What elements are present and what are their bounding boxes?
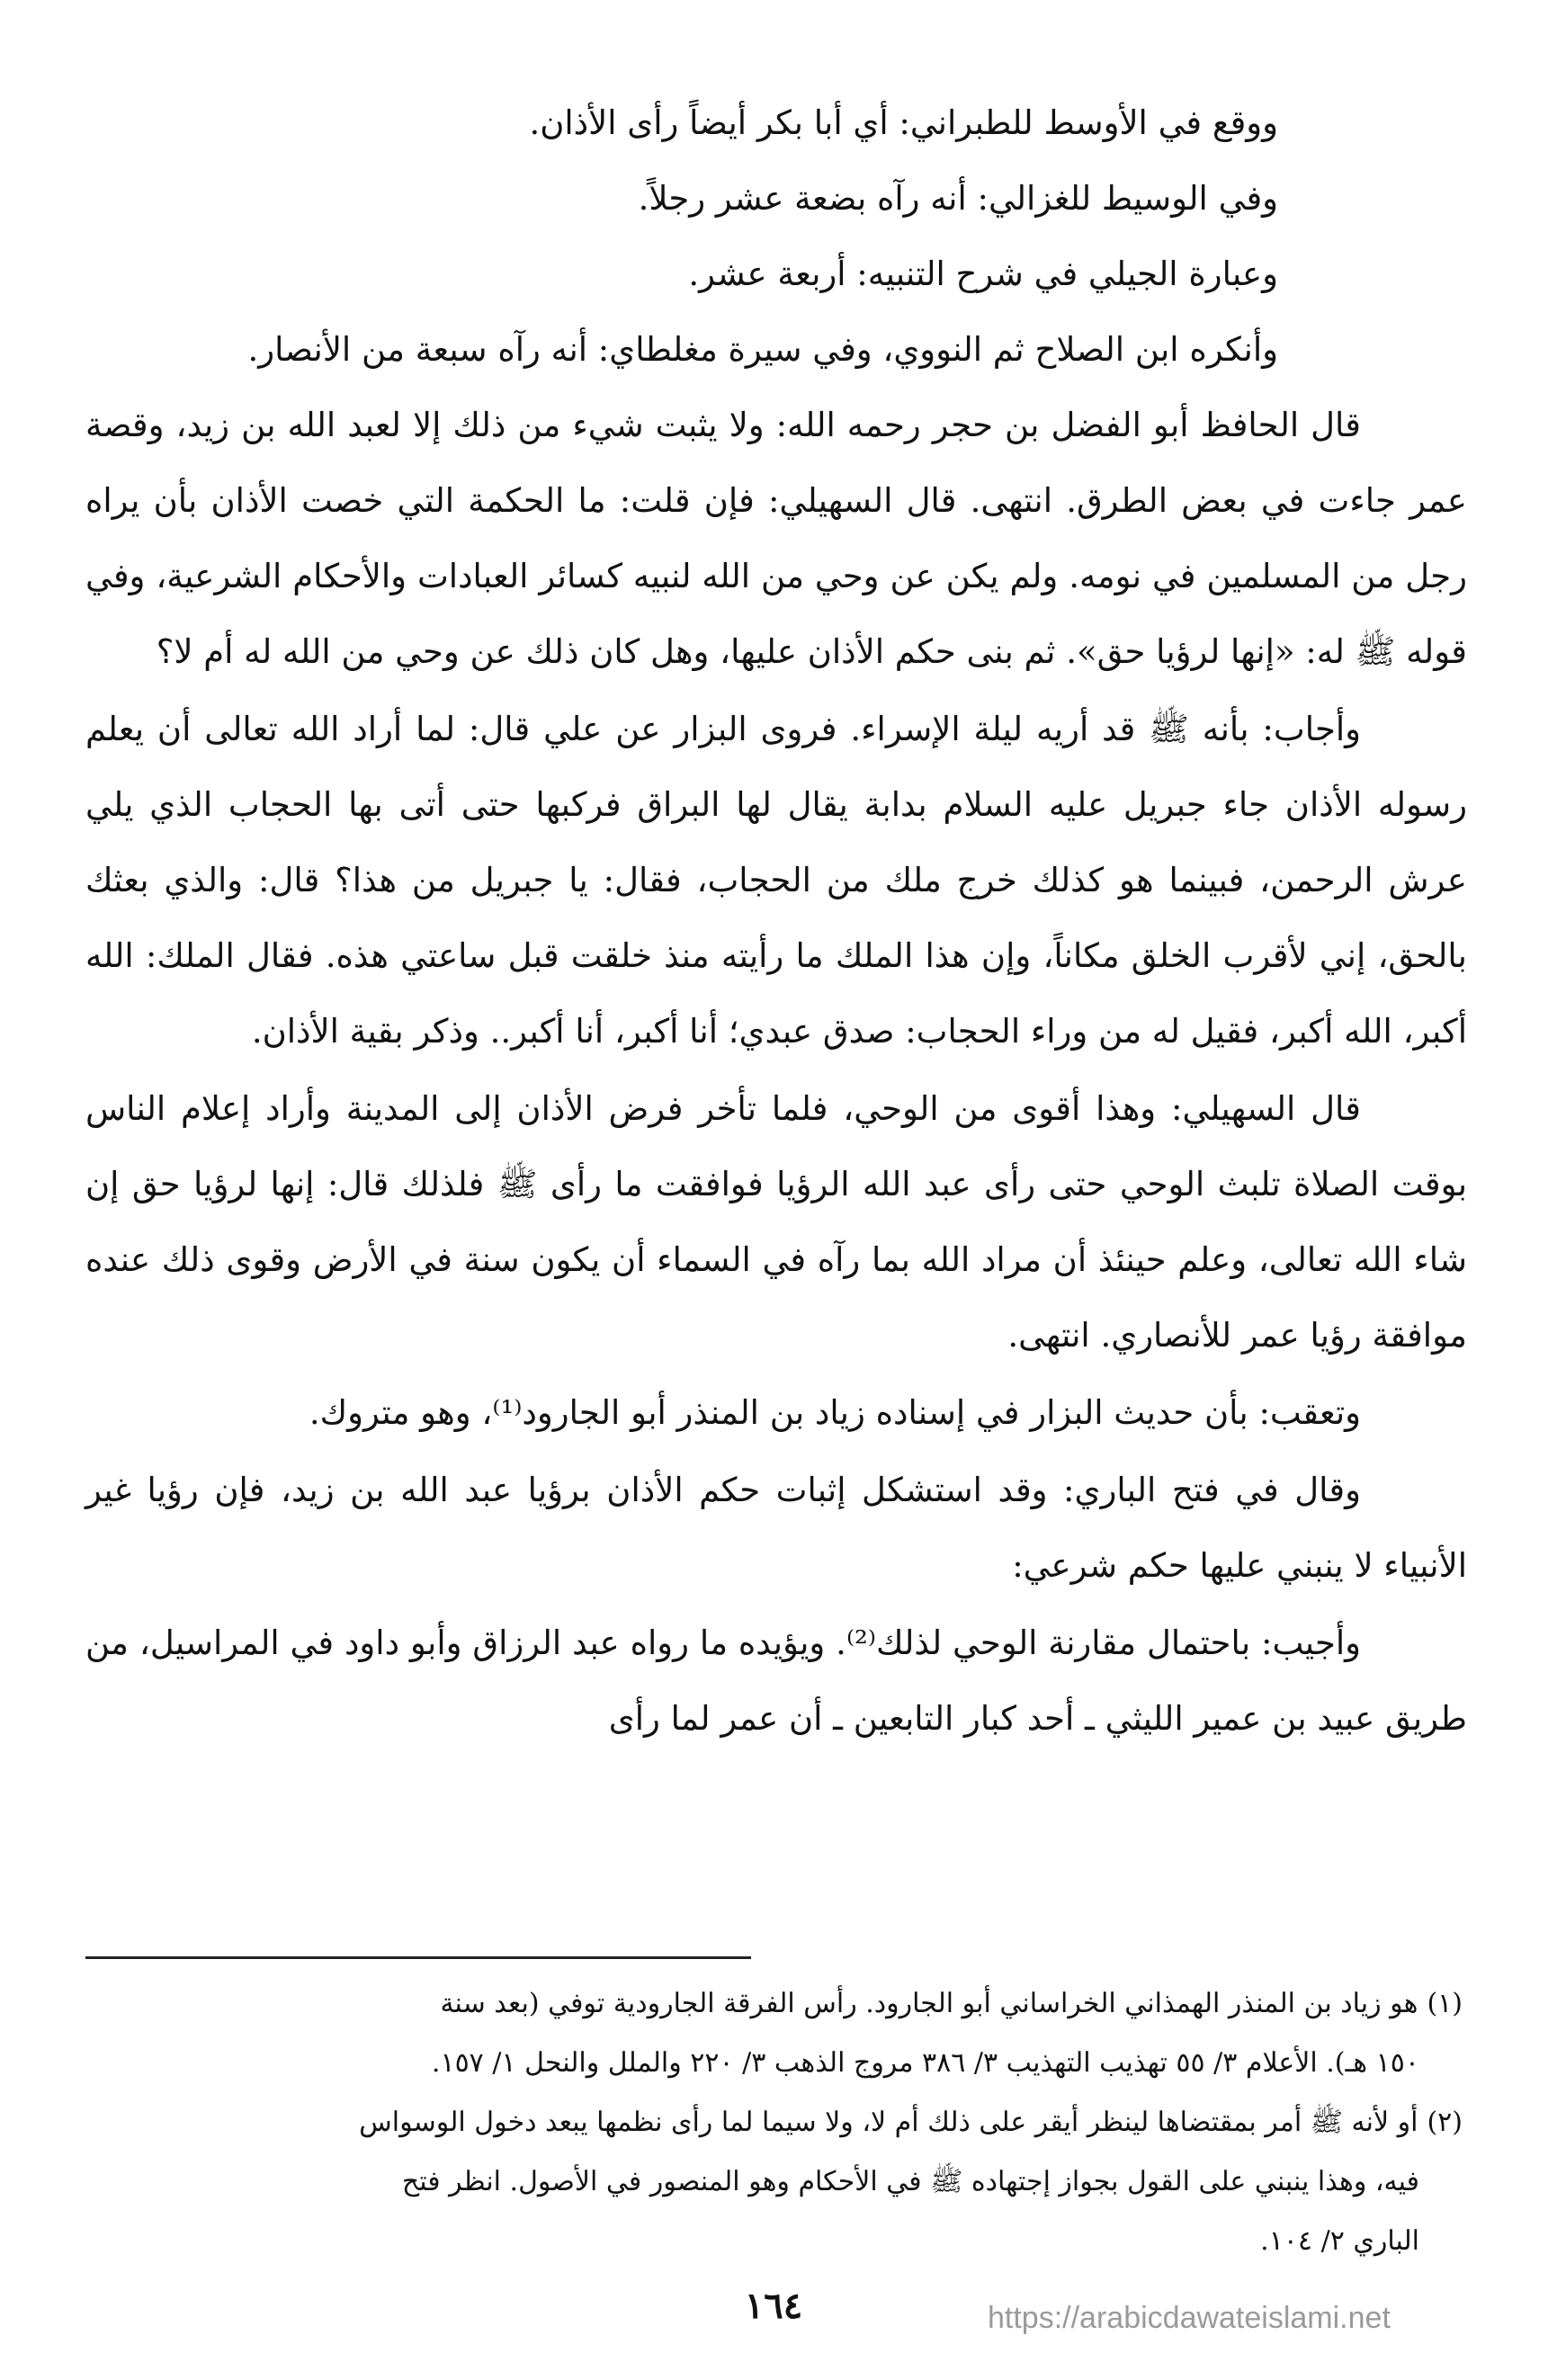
footnote-line: الباري ٢/ ١٠٤. xyxy=(1260,2225,1419,2257)
paragraph: وتعقب: بأن حديث البزار في إسناده زياد بن المنذر أبو الجارود⁽¹⁾، وهو متروك. xyxy=(309,1393,1361,1432)
footnote-divider xyxy=(85,1956,751,1959)
watermark-url: https://arabicdawateislami.net xyxy=(988,2301,1391,2335)
quote-line: وعبارة الجيلي في شرح التنبيه: أربعة عشر. xyxy=(688,255,1278,293)
main-text xyxy=(85,85,1467,1758)
quote-block xyxy=(85,85,1467,388)
footnote-line: (١)هو زياد بن المنذر الهمذاني الخراساني أبو الجارود. رأس الفرقة الجارودية توفي (بعد سنة xyxy=(440,1988,1463,2019)
footnotes xyxy=(85,1974,1463,2271)
page-number: ١٦٤ xyxy=(744,2285,803,2327)
footnote-line: فيه، وهذا ينبني على القول بجواز إجتهاده ﷺ في الأحكام وهو المنصور في الأصول. انظر فتح xyxy=(401,2166,1419,2197)
paragraph: قال الحافظ أبو الفضل بن حجر رحمه الله: ولا يثبت شيء من ذلك إلا لعبد الله بن زيد، وقصة عمر جاءت في بعض الطرق. انتهى. قال السهيلي: فإن قلت: ما الحكمة التي خصت الأذان بأن يراه رجل من المسلمين في نومه. ولم يكن عن وحي من الله لنبيه كسائر العبادات والأحكام الشرعية، وفي قوله ﷺ له: «إنها لرؤيا حق». ثم بنى حكم الأذان عليها، وهل كان ذلك عن وحي من الله له أم لا؟ xyxy=(85,406,1467,671)
footnote-line: ١٥٠ هـ). الأعلام ٣/ ٥٥ تهذيب التهذيب ٣/ ٣٨٦ مروج الذهب ٣/ ٢٢٠ والملل والنحل ١/ ١٥٧. xyxy=(431,2047,1419,2079)
footnote-line: (٢)أو لأنه ﷺ أمر بمقتضاها لينظر أيقر على ذلك أم لا، ولا سيما لما رأى نظمها يبعد دخول الوسواس xyxy=(359,2107,1463,2138)
paragraph: وقال في فتح الباري: وقد استشكل إثبات حكم الأذان برؤيا عبد الله بن زيد، فإن رؤيا غير الأنبياء لا ينبني عليها حكم شرعي: xyxy=(85,1471,1467,1585)
footnote-1 xyxy=(85,1974,1463,2093)
footnote-number: (١) xyxy=(1427,1988,1463,2019)
footnote-2 xyxy=(85,2093,1463,2271)
quote-line: ووقع في الأوسط للطبراني: أي أبا بكر أيضاً رأى الأذان. xyxy=(529,103,1278,142)
paragraph: وأجيب: باحتمال مقارنة الوحي لذلك⁽²⁾. ويؤيده ما رواه عبد الرزاق وأبو داود في المراسيل، من طريق عبيد بن عمير الليثي ـ أحد كبار التابعين ـ أن عمر لما رأى xyxy=(85,1624,1467,1738)
paragraph: قال السهيلي: وهذا أقوى من الوحي، فلما تأخر فرض الأذان إلى المدينة وأراد إعلام الناس بوقت الصلاة تلبث الوحي حتى رأى عبد الله الرؤيا فوافقت ما رأى ﷺ فلذلك قال: إنها لرؤيا حق إن شاء الله تعالى، وعلم حينئذ أن مراد الله بما رآه في السماء أن يكون سنة في الأرض وقوى ذلك عنده موافقة رؤيا عمر للأنصاري. انتهى. xyxy=(85,1089,1467,1355)
quote-line: وأنكره ابن الصلاح ثم النووي، وفي سيرة مغلطاي: أنه رآه سبعة من الأنصار. xyxy=(247,330,1278,369)
paragraph: وأجاب: بأنه ﷺ قد أريه ليلة الإسراء. فروى البزار عن علي قال: لما أراد الله تعالى أن يعلم رسوله الأذان جاء جبريل عليه السلام بدابة يقال لها البراق فركبها حتى أتى بها الحجاب الذي يلي عرش الرحمن، فبينما هو كذلك خرج ملك من الحجاب، فقال: يا جبريل من هذا؟ قال: والذي بعثك بالحق، إني لأقرب الخلق مكاناً، وإن هذا الملك ما رأيته منذ خلقت قبل ساعتي هذه. فقال الملك: الله أكبر، الله أكبر، فقيل له من وراء الحجاب: صدق عبدي؛ أنا أكبر، أنا أكبر.. وذكر بقية الأذان. xyxy=(85,710,1467,1051)
quote-line: وفي الوسيط للغزالي: أنه رآه بضعة عشر رجلاً. xyxy=(638,179,1278,218)
footnote-number: (٢) xyxy=(1427,2107,1463,2138)
